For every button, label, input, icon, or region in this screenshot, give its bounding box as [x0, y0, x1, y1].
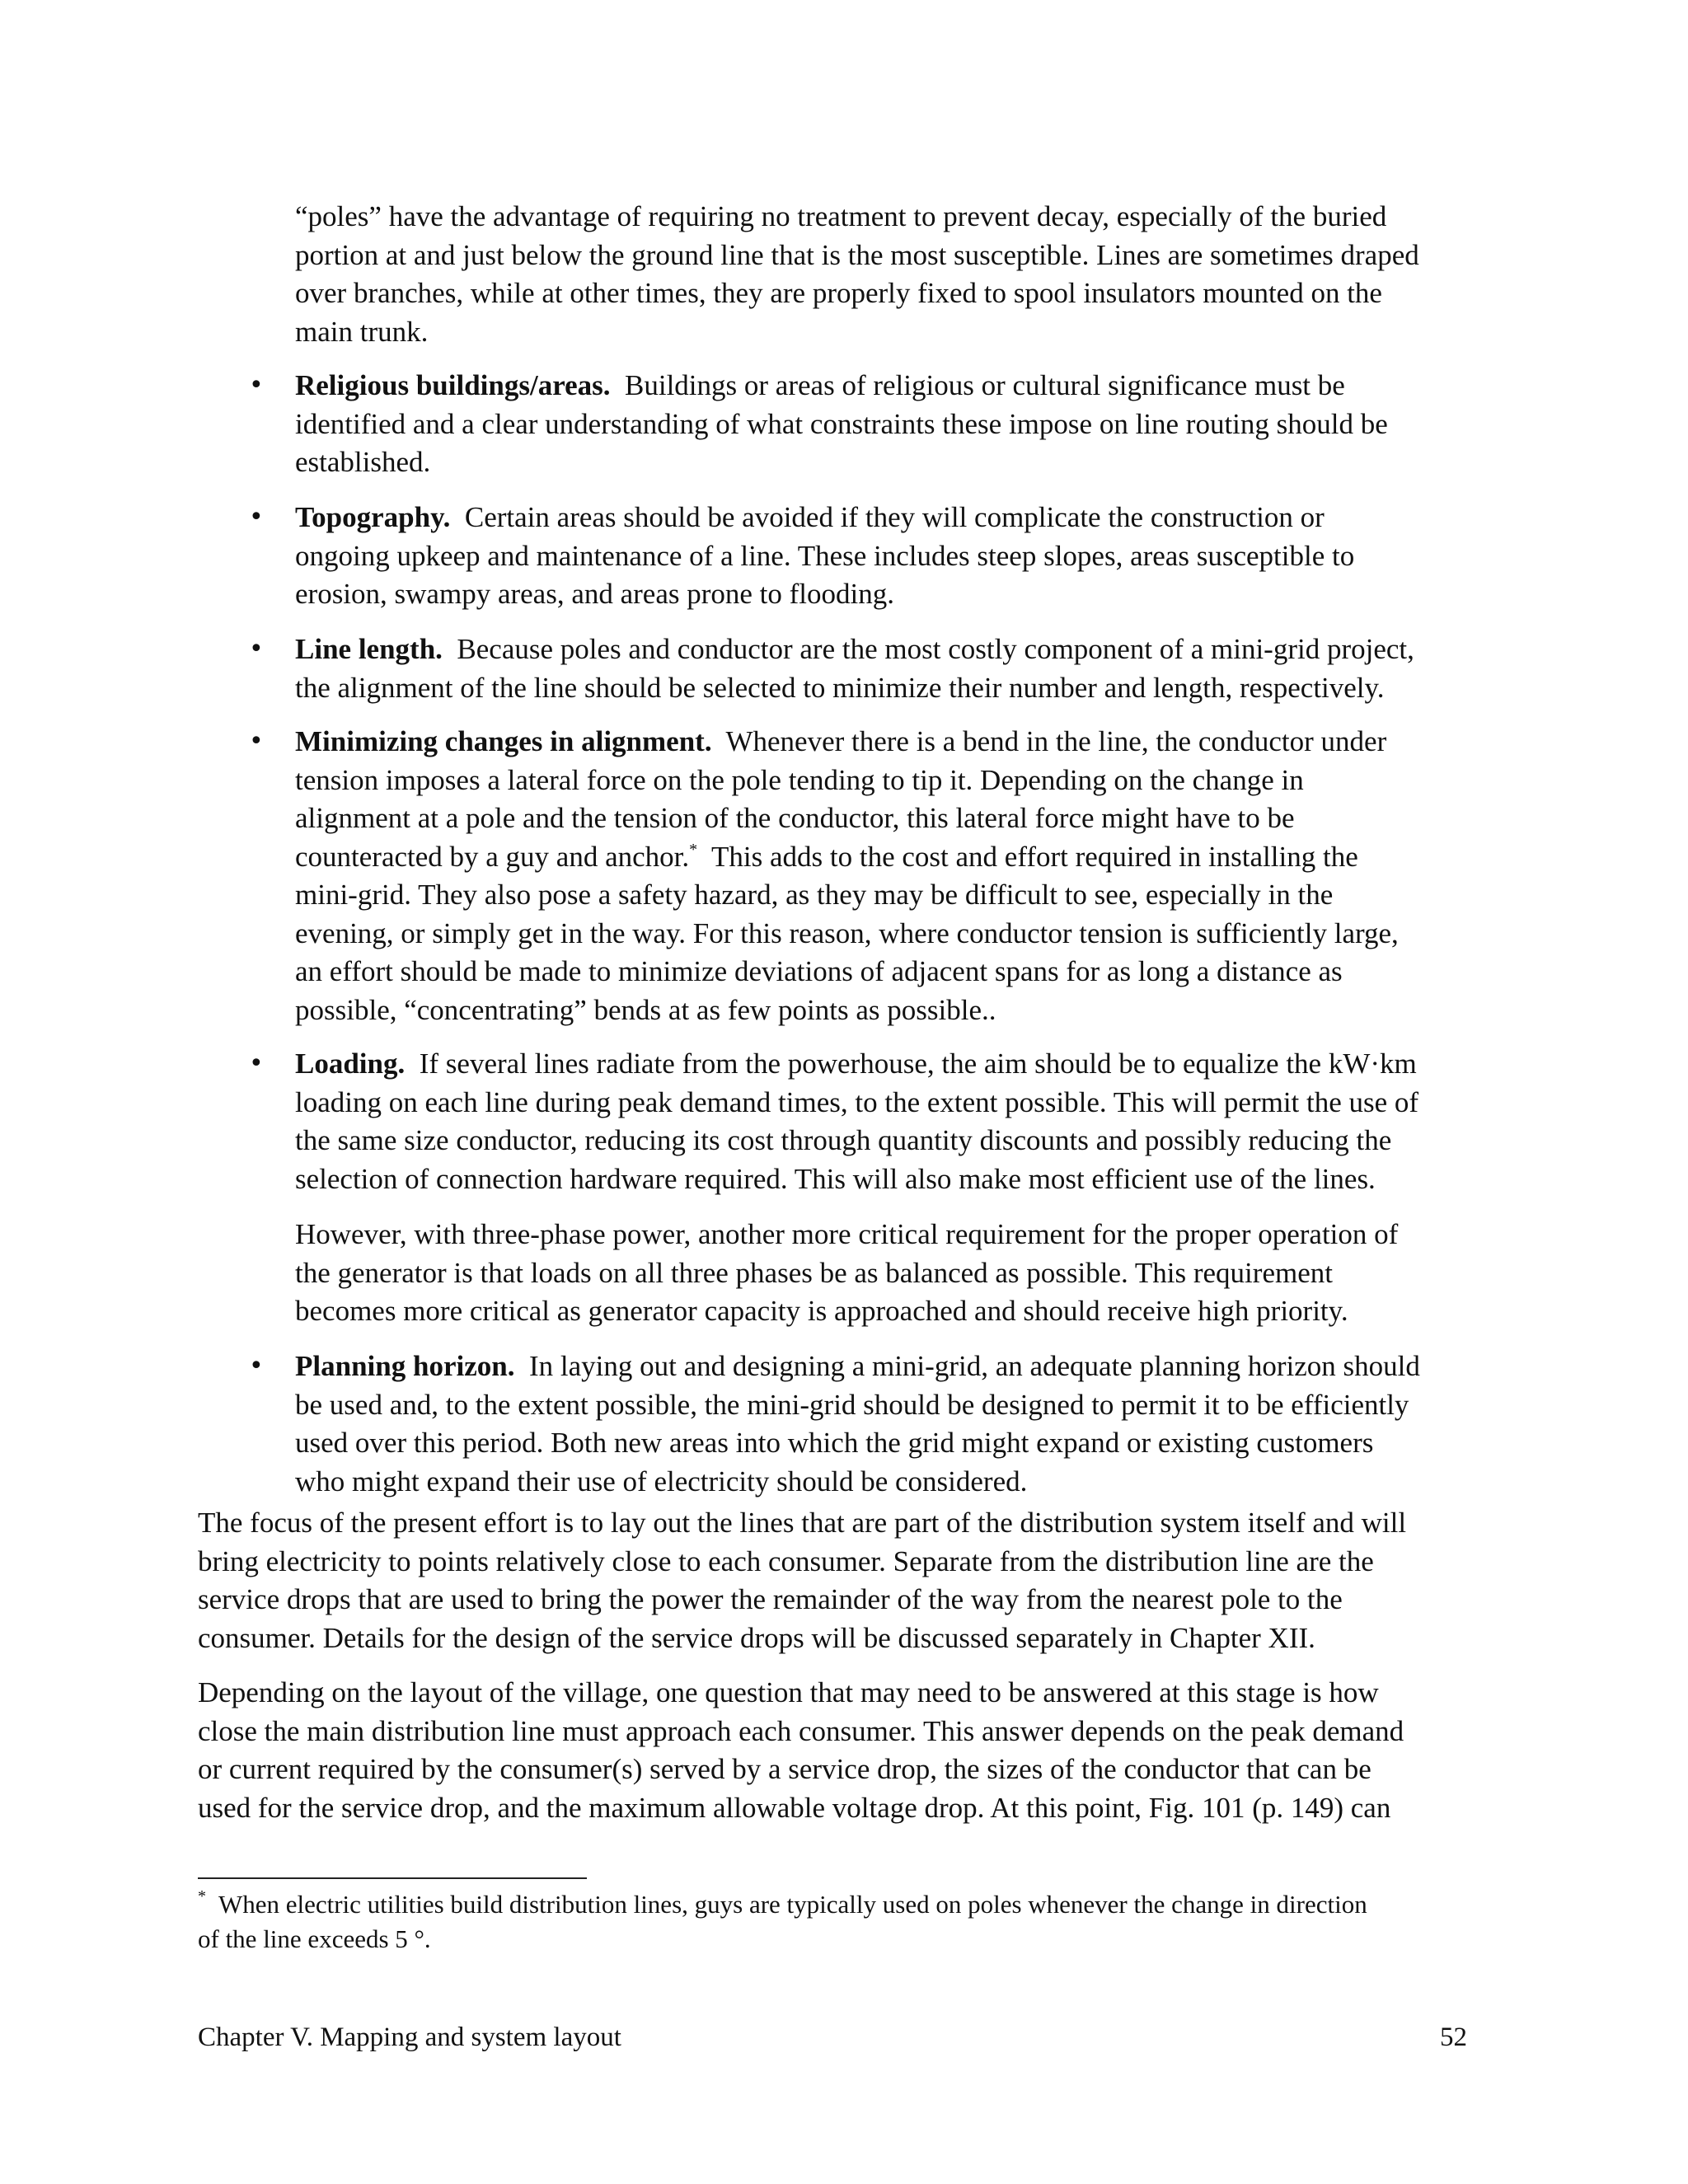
text-line: the alignment of the line should be selected to minimize their number and length, respectively. — [295, 671, 1385, 704]
text-line: service drops that are used to bring the power the remainder of the way from the nearest pole to the — [198, 1583, 1343, 1615]
bullet-line-length — [249, 630, 1474, 707]
text-line: an effort should be made to minimize deviations of adjacent spans for as long a distance as — [295, 955, 1343, 987]
text-line: used over this period. Both new areas into which the grid might expand or existing customers — [295, 1427, 1374, 1459]
loading-continuation — [295, 1216, 1474, 1331]
text-line: bring electricity to points relatively close to each consumer. Separate from the distribution line are the — [198, 1544, 1374, 1577]
text-line: ongoing upkeep and maintenance of a line. These includes steep slopes, areas susceptible to — [295, 539, 1355, 572]
bullet-heading: Topography. — [295, 501, 451, 533]
text-line: Whenever there is a bend in the line, the conductor under — [711, 725, 1387, 757]
bullet-marker: • — [249, 727, 264, 756]
text-line: used for the service drop, and the maximum allowable voltage drop. At this point, Fig. 101 (p. 149) can — [198, 1791, 1391, 1824]
text-line: main trunk. — [295, 315, 429, 348]
text-line: However, with three-phase power, another more critical requirement for the proper operation of — [295, 1218, 1399, 1250]
footnote — [198, 1887, 1484, 1957]
bullet-marker: • — [249, 503, 264, 532]
bullet-marker: • — [249, 1352, 264, 1380]
text-line: Depending on the layout of the village, one question that may need to be answered at this stage is how — [198, 1676, 1379, 1708]
text-line: alignment at a pole and the tension of the conductor, this lateral force might have to be — [295, 802, 1295, 834]
bullet-heading: Planning horizon. — [295, 1350, 515, 1382]
text-line: or current required by the consumer(s) served by a service drop, the sizes of the conductor that can be — [198, 1753, 1372, 1785]
text-line: mini-grid. They also pose a safety hazard, as they may be difficult to see, especially in the — [295, 879, 1334, 911]
text-line: Certain areas should be avoided if they will complicate the construction or — [450, 501, 1325, 533]
page-number: 52 — [1440, 2022, 1467, 2052]
bullet-loading — [249, 1045, 1474, 1198]
text-line: possible, “concentrating” bends at as few points as possible.. — [295, 993, 996, 1026]
body-paragraph-1 — [198, 1504, 1467, 1657]
text-line: If several lines radiate from the powerhouse, the aim should be to equalize the kW·km — [405, 1047, 1417, 1080]
text-line: portion at and just below the ground line that is the most susceptible. Lines are sometimes draped — [295, 238, 1419, 271]
text-line: established. — [295, 446, 431, 478]
text-line: becomes more critical as generator capacity is approached and should receive high priority. — [295, 1295, 1348, 1327]
text-line: the same size conductor, reducing its cost through quantity discounts and possibly reducing the — [295, 1124, 1392, 1156]
bullet-marker: • — [249, 635, 264, 663]
bullet-heading: Religious buildings/areas. — [295, 369, 611, 401]
footnote-reference[interactable]: * — [689, 840, 698, 859]
text-line: be used and, to the extent possible, the mini-grid should be designed to permit it to be efficiently — [295, 1388, 1409, 1421]
footnote-separator — [198, 1877, 587, 1879]
text-line: counteracted by a guy and anchor. — [295, 840, 690, 873]
text-line: The focus of the present effort is to lay out the lines that are part of the distribution system itself and will — [198, 1507, 1407, 1539]
continuation-paragraph — [295, 198, 1474, 351]
bullet-religious-buildings — [249, 367, 1474, 482]
text-line: identified and a clear understanding of what constraints these impose on line routing should be — [295, 407, 1388, 440]
text-line: tension imposes a lateral force on the pole tending to tip it. Depending on the change in — [295, 763, 1304, 796]
footnote-text: When electric utilities build distribution lines, guys are typically used on poles whenever the change in direction — [206, 1890, 1367, 1919]
text-line: erosion, swampy areas, and areas prone to flooding. — [295, 578, 895, 610]
text-line: who might expand their use of electricity should be considered. — [295, 1465, 1028, 1497]
text-line: close the main distribution line must approach each consumer. This answer depends on the peak demand — [198, 1714, 1404, 1747]
text-line: Buildings or areas of religious or cultural significance must be — [610, 369, 1345, 401]
text-line: loading on each line during peak demand times, to the extent possible. This will permit the use of — [295, 1085, 1419, 1118]
text-line: over branches, while at other times, they are properly fixed to spool insulators mounted on the — [295, 277, 1382, 309]
bullet-minimizing-changes — [249, 723, 1474, 1029]
text-line: In laying out and designing a mini-grid, an adequate planning horizon should — [514, 1350, 1420, 1382]
text-line: This adds to the cost and effort required in installing the — [697, 840, 1358, 873]
bullet-heading: Line length. — [295, 633, 443, 665]
bullet-heading: Minimizing changes in alignment. — [295, 725, 712, 757]
text-line: Because poles and conductor are the most costly component of a mini-grid project, — [442, 633, 1414, 665]
text-line: evening, or simply get in the way. For this reason, where conductor tension is sufficiently large, — [295, 916, 1399, 949]
bullet-marker: • — [249, 1049, 264, 1078]
text-line: the generator is that loads on all three phases be as balanced as possible. This requirement — [295, 1256, 1333, 1289]
bullet-heading: Loading. — [295, 1047, 406, 1080]
text-line: consumer. Details for the design of the service drops will be discussed separately in Chapter XII. — [198, 1621, 1315, 1654]
bullet-topography — [249, 499, 1474, 614]
text-line: “poles” have the advantage of requiring no treatment to prevent decay, especially of the buried — [295, 200, 1387, 232]
body-paragraph-2 — [198, 1674, 1467, 1827]
text-line: selection of connection hardware required. This will also make most efficient use of the lines. — [295, 1162, 1376, 1195]
footer-chapter-title: Chapter V. Mapping and system layout — [198, 2022, 621, 2052]
footnote-mark: * — [198, 1887, 206, 1905]
bullet-planning-horizon — [249, 1347, 1474, 1501]
footnote-text: of the line exceeds 5 °. — [198, 1924, 431, 1953]
bullet-marker: • — [249, 371, 264, 400]
